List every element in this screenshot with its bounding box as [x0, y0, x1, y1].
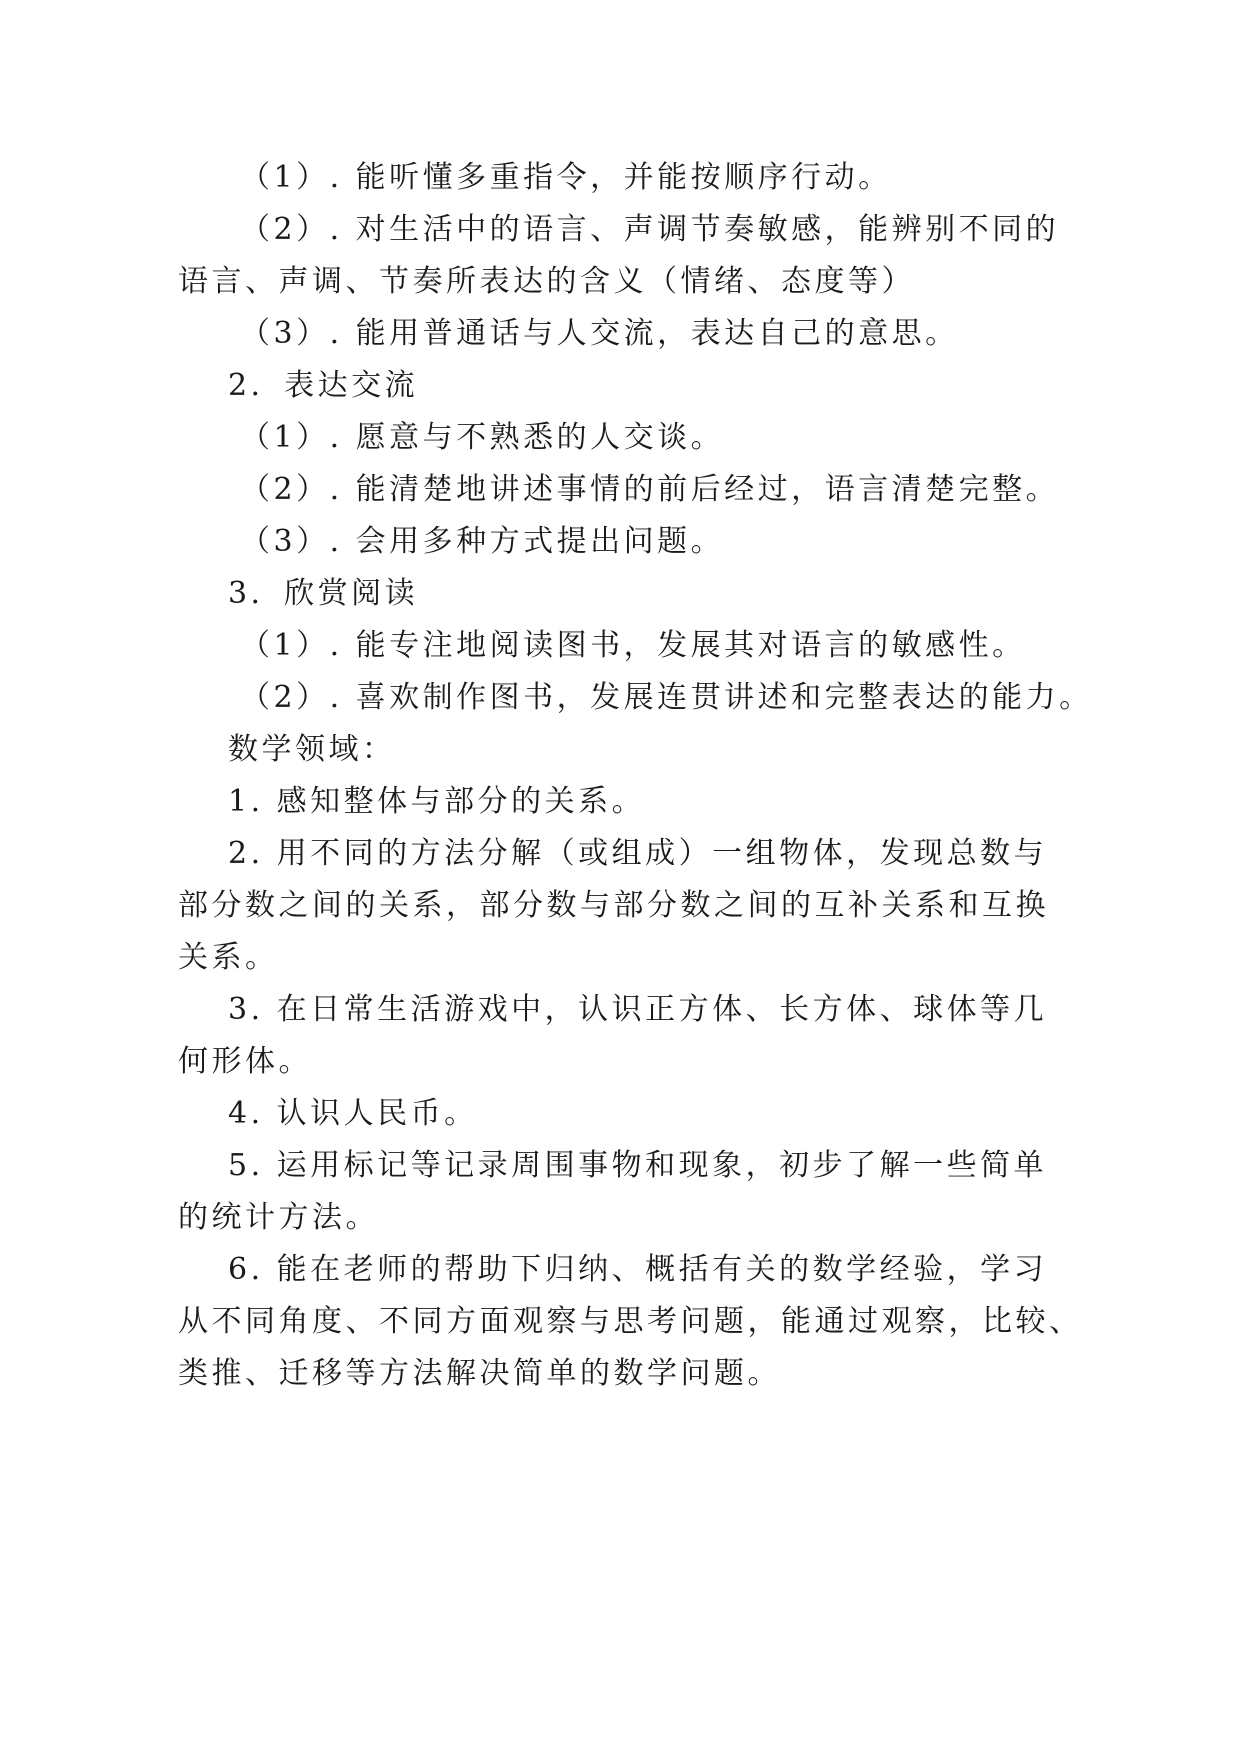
text-line: （2）. 对生活中的语言、声调节奏敏感，能辨别不同的: [240, 212, 1060, 247]
text-line: 4. 认识人民币。: [228, 1096, 478, 1131]
text-line: （1）. 能专注地阅读图书，发展其对语言的敏感性。: [240, 628, 1026, 663]
text-line: （2）. 能清楚地讲述事情的前后经过，语言清楚完整。: [240, 472, 1060, 507]
text-line: 1. 感知整体与部分的关系。: [228, 784, 646, 819]
text-line: 何形体。: [178, 1044, 312, 1079]
text-line: （2）. 喜欢制作图书，发展连贯讲述和完整表达的能力。: [240, 680, 1093, 715]
text-line: 2. 用不同的方法分解（或组成）一组物体，发现总数与: [228, 836, 1048, 871]
text-line: 从不同角度、不同方面观察与思考问题，能通过观察，比较、: [178, 1304, 1083, 1339]
text-line: 的统计方法。: [178, 1200, 379, 1235]
text-line: 关系。: [178, 940, 279, 975]
section-heading: 3．欣赏阅读: [228, 576, 419, 611]
text-line: 语言、声调、节奏所表达的含义（情绪、态度等）: [178, 264, 915, 299]
text-line: 5. 运用标记等记录周围事物和现象，初步了解一些简单: [228, 1148, 1048, 1183]
text-line: （3）. 会用多种方式提出问题。: [240, 524, 725, 559]
text-line: 部分数之间的关系，部分数与部分数之间的互补关系和互换: [178, 888, 1049, 923]
text-line: 6. 能在老师的帮助下归纳、概括有关的数学经验，学习: [228, 1252, 1048, 1287]
text-line: （3）. 能用普通话与人交流，表达自己的意思。: [240, 316, 959, 351]
text-line: （1）. 愿意与不熟悉的人交谈。: [240, 420, 725, 455]
section-heading: 2．表达交流: [228, 368, 419, 403]
text-line: 类推、迁移等方法解决简单的数学问题。: [178, 1356, 781, 1391]
text-line: 3. 在日常生活游戏中，认识正方体、长方体、球体等几: [228, 992, 1048, 1027]
text-line: （1）. 能听懂多重指令，并能按顺序行动。: [240, 160, 892, 195]
section-heading: 数学领域：: [228, 732, 396, 767]
